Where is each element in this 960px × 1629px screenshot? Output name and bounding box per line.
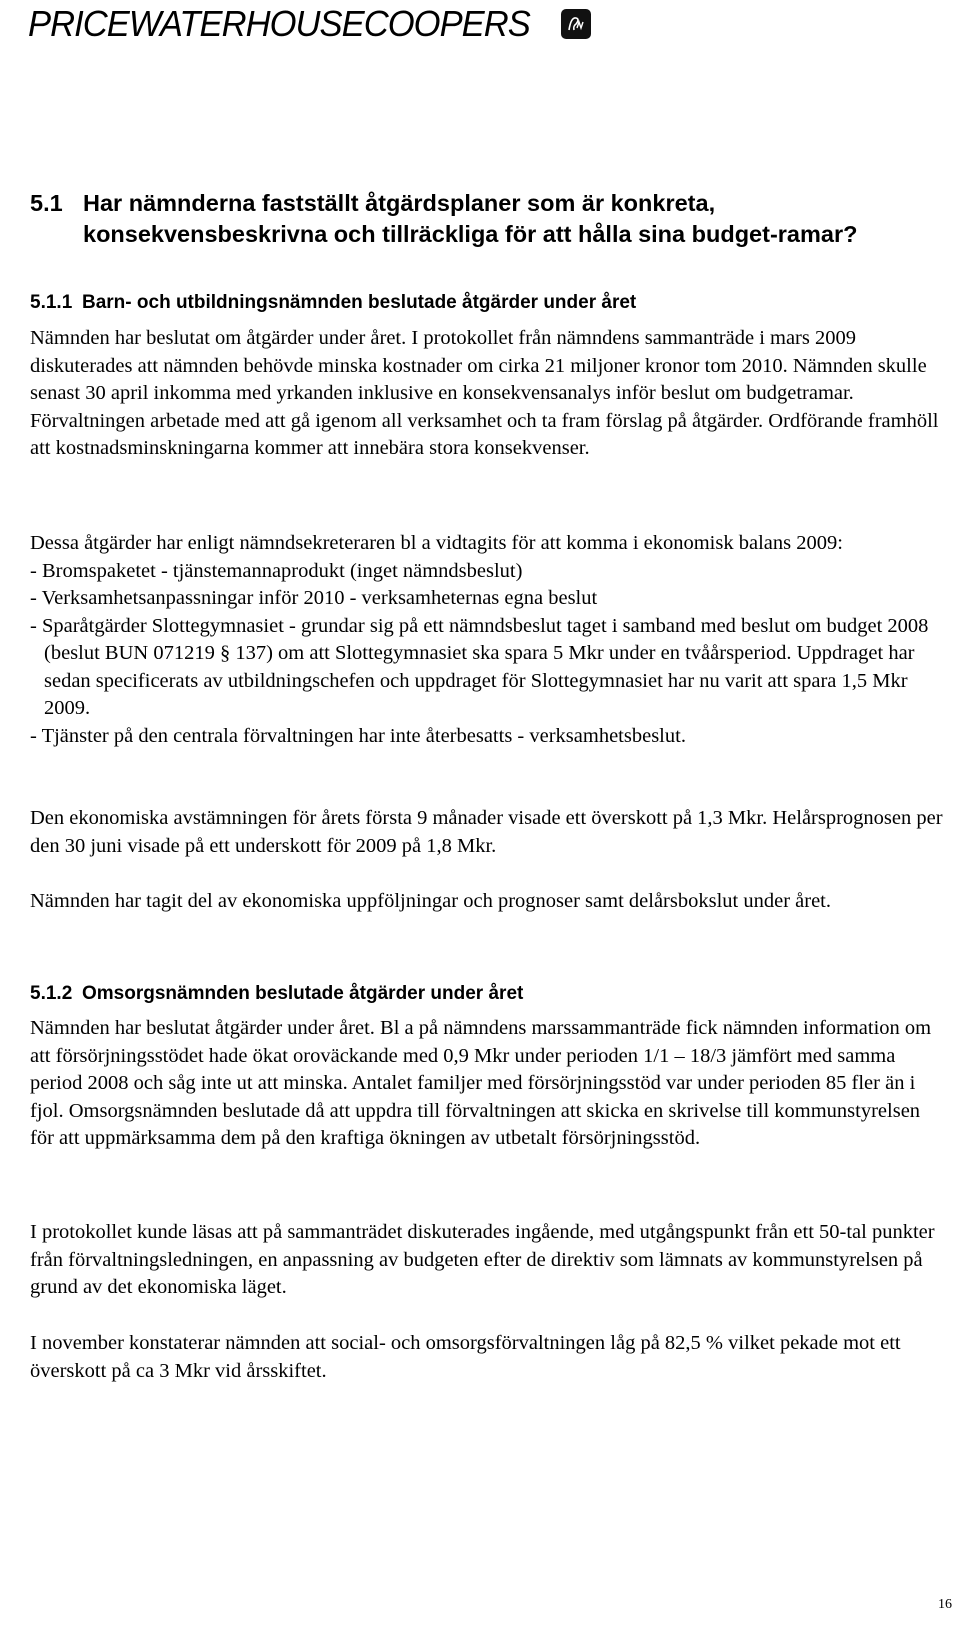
section-heading	[30, 188, 940, 250]
paragraph: Den ekonomiska avstämningen för årets första 9 månader visade ett överskott på 1,3 Mkr. Helårsprognosen per den 30 juni visade på ett underskott för 2009 på 1,8 Mkr.	[30, 807, 943, 857]
logo-wordmark: PRICEWATERHOUSECOOPERS	[28, 3, 530, 44]
section-number: 5.1	[30, 190, 63, 216]
subsection-2-protocol	[30, 1219, 945, 1302]
list-item: - Verksamhetsanpassningar inför 2010 - verksamheternas egna beslut	[30, 587, 598, 609]
paragraph: Dessa åtgärder har enligt nämndsekreteraren bl a vidtagits för att komma i ekonomisk balans 2009:	[30, 532, 843, 554]
subsection-1-followup	[30, 888, 945, 916]
subsection-heading-2	[30, 982, 930, 1006]
subsection-2-november	[30, 1330, 945, 1385]
subsection-title: Barn- och utbildningsnämnden beslutade åtgärder under året	[82, 292, 637, 313]
list-item: - Bromspaketet - tjänstemannaprodukt (inget nämndsbeslut)	[30, 559, 523, 582]
section-title: Har nämnderna fastställt åtgärdsplaner som är konkreta, konsekvensbeskrivna och tillräckliga för att hålla sina budget-ramar?	[83, 190, 858, 247]
subsection-number: 5.1.1	[30, 292, 73, 313]
subsection-1-summary	[30, 805, 945, 860]
paragraph: Nämnden har beslutat om åtgärder under året. I protokollet från nämndens sammanträde i mars 2009 diskuterades att nämnden behövde minska kostnader om cirka 21 miljoner kronor tom 2010. Nämnden skulle senast 30 april inkomma med yrkanden inklusive en konsekvensanalys inför beslut om budgetramar. Förvaltningen arbetade med att gå igenom all verksamhet och ta fram förslag på åtgärder. Ordförande framhöll att kostnadsminskningarna kommer att innebära stora konsekvenser.	[30, 327, 939, 459]
logo-emblem-icon	[561, 9, 591, 39]
measures-block	[30, 530, 945, 750]
paragraph: Nämnden har beslutat åtgärder under året. Bl a på nämndens marssammanträde fick nämnden information om att försörjningsstödet hade ökat oroväckande med 0,9 Mkr under perioden 1/1 – 18/3 jämfört med samma period 2008 och såg inte ut att minska. Antalet familjer med försörjningsstöd var under perioden 85 fler än i fjol. Omsorgsnämnden beslutade då att uppdra till förvaltningen att skicka en skrivelse till kommunstyrelsen för att uppmärksamma dem på den kraftiga ökningen av utbetalt försörjningsstöd.	[30, 1017, 932, 1149]
company-logo	[28, 3, 591, 44]
paragraph: Nämnden har tagit del av ekonomiska uppföljningar och prognoser samt delårsbokslut under året.	[30, 890, 831, 912]
paragraph: I november konstaterar nämnden att social- och omsorgsförvaltningen låg på 82,5 % vilket pekade mot ett överskott på ca 3 Mkr vid årsskiftet.	[30, 1332, 901, 1382]
subsection-2-body	[30, 1015, 945, 1153]
list-item: - Tjänster på den centrala förvaltningen har inte återbesatts - verksamhetsbeslut.	[30, 724, 686, 747]
paragraph: I protokollet kunde läsas att på sammanträdet diskuterades ingående, med utgångspunkt från ett 50-tal punkter från förvaltningsledningen, en anpassning av budgeten efter de direktiv som lämnats av kommunstyrelsen på grund av det ekonomiska läget.	[30, 1221, 935, 1298]
subsection-title: Omsorgsnämnden beslutade åtgärder under året	[82, 983, 524, 1004]
page-number: 16	[938, 1597, 952, 1612]
list-item: - Sparåtgärder Slottegymnasiet - grundar sig på ett nämndsbeslut taget i samband med beslut om budget 2008 (beslut BUN 071219 § 137) om att Slottegymnasiet ska spara 5 Mkr under en tvåårsperiod. Uppdraget har sedan specificerats av utbildningschefen och uppdraget för Slottegymnasiet har nu varit att spara 1,5 Mkr 2009.	[30, 614, 929, 719]
subsection-heading-1	[30, 291, 930, 315]
subsection-number: 5.1.2	[30, 983, 73, 1004]
subsection-1-body	[30, 325, 945, 463]
